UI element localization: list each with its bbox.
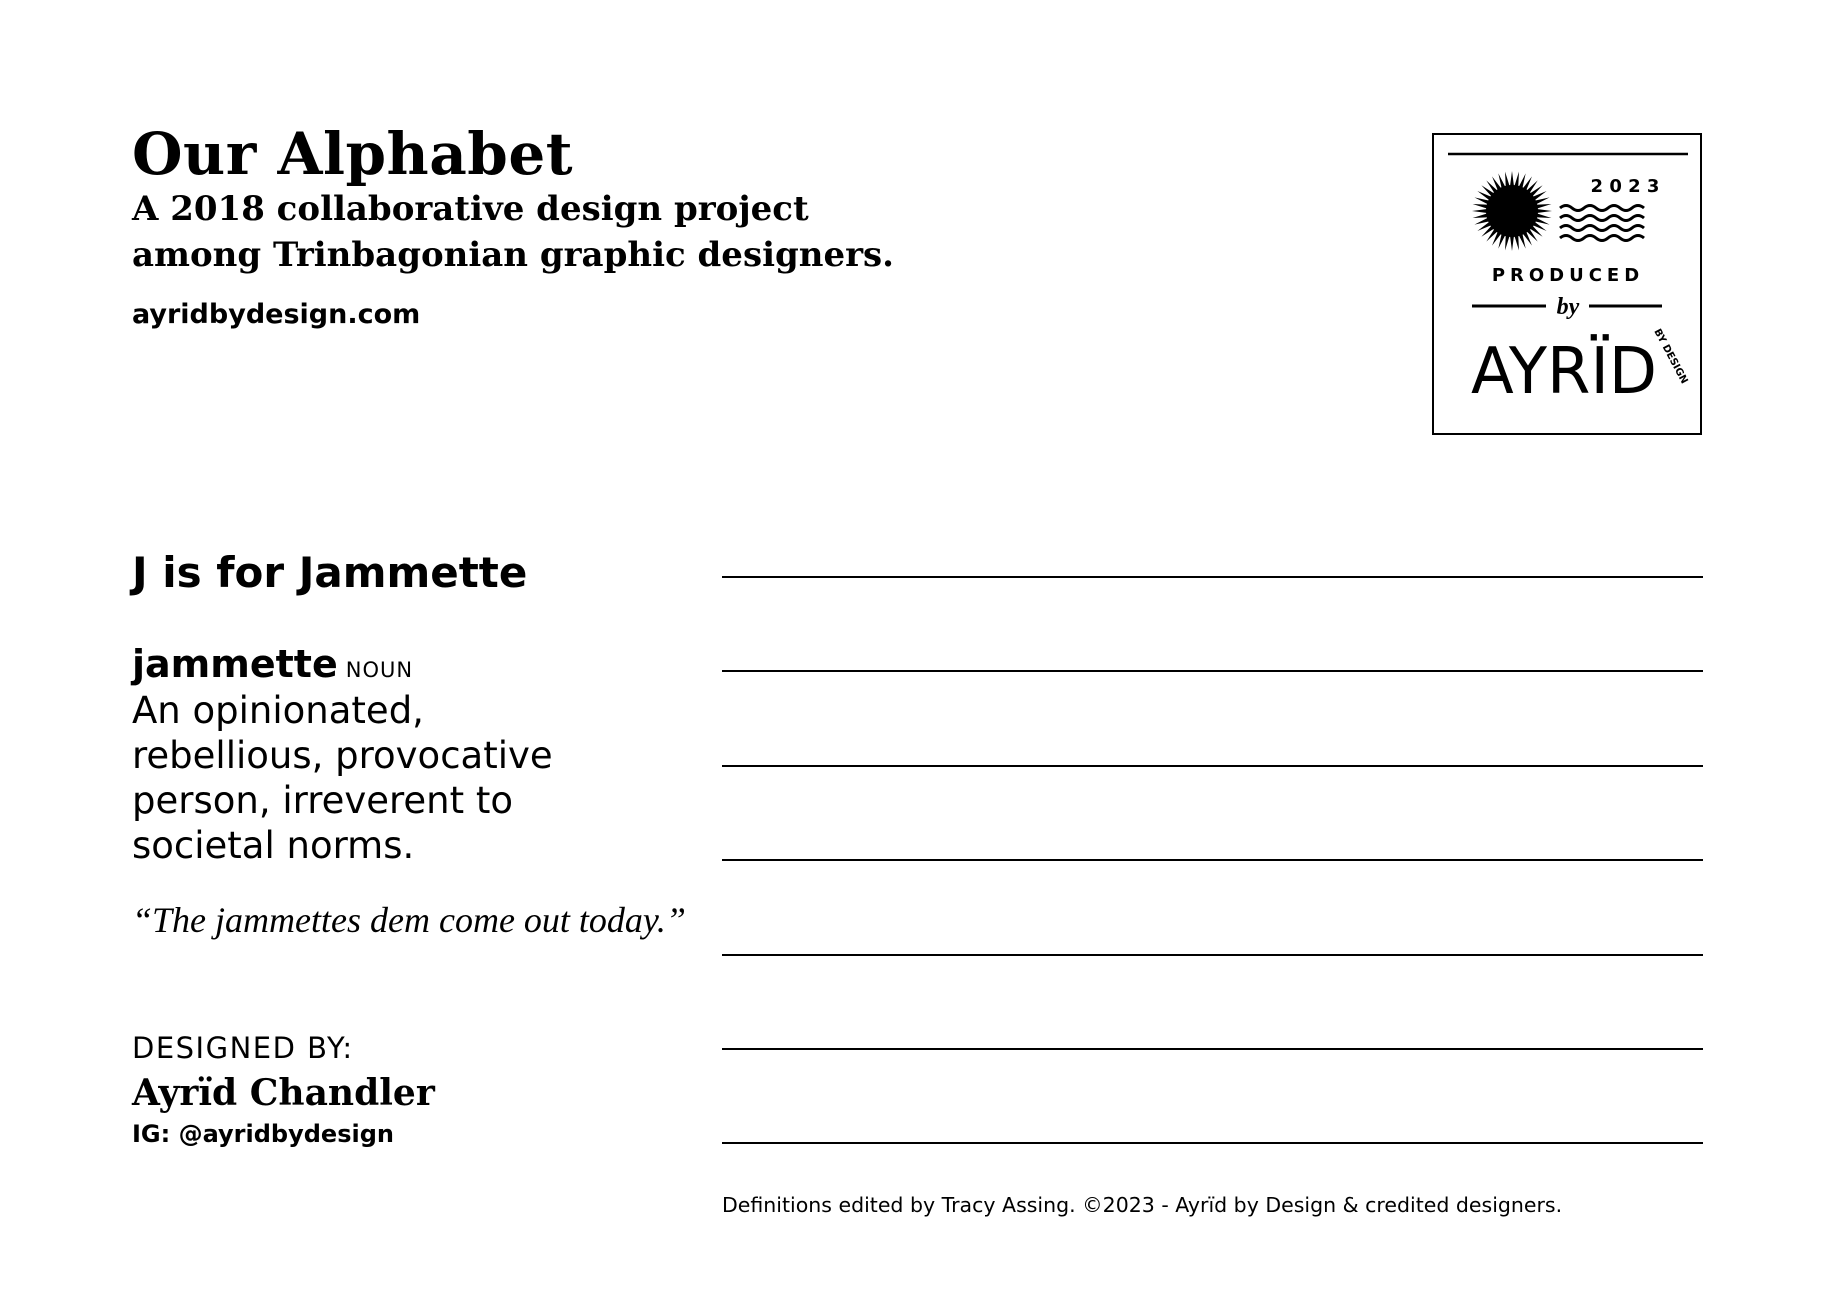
definition-line: An opinionated, [132, 689, 424, 732]
headword: jammette [132, 642, 338, 686]
designer-instagram: IG: @ayridbydesign [132, 1120, 394, 1148]
designer-name: Ayrïd Chandler [132, 1072, 435, 1114]
definition-line: person, irreverent to [132, 779, 514, 822]
stamp-produced: PRODUCED [1491, 265, 1645, 286]
page-subtitle [132, 186, 952, 278]
stamp-brand: AYRÏD [1471, 335, 1662, 409]
produced-by-stamp [1432, 133, 1702, 435]
definition-line: societal norms. [132, 824, 415, 867]
entry-heading: J is for Jammette [132, 548, 528, 597]
website-url: ayridbydesign.com [132, 299, 421, 330]
headword-line [132, 640, 413, 688]
subtitle-line: among Trinbagonian graphic designers. [132, 235, 895, 275]
usage-example: “The jammettes dem come out today.” [132, 900, 686, 940]
stamp-brand-sub: BY DESIGN [1651, 327, 1690, 386]
writing-line [722, 576, 1703, 578]
footer-note: Definitions edited by Tracy Assing. ©2023 - Ayrïd by Design & credited designers. [722, 1193, 1563, 1217]
writing-line [722, 1048, 1703, 1050]
writing-line [722, 670, 1703, 672]
waves-icon [1560, 206, 1644, 241]
designed-by-label: DESIGNED BY: [132, 1031, 354, 1065]
part-of-speech: NOUN [345, 658, 414, 682]
definition [132, 688, 632, 868]
page-title: Our Alphabet [132, 120, 574, 188]
writing-line [722, 1142, 1703, 1144]
writing-line [722, 765, 1703, 767]
stamp-by: by [1556, 294, 1580, 320]
sunburst-icon [1472, 171, 1552, 251]
stamp-year: 2 0 2 3 [1590, 176, 1660, 197]
subtitle-line: A 2018 collaborative design project [132, 189, 809, 229]
writing-line [722, 859, 1703, 861]
definition-line: rebellious, provocative [132, 734, 553, 777]
stamp-artwork [1434, 135, 1704, 437]
writing-line [722, 954, 1703, 956]
